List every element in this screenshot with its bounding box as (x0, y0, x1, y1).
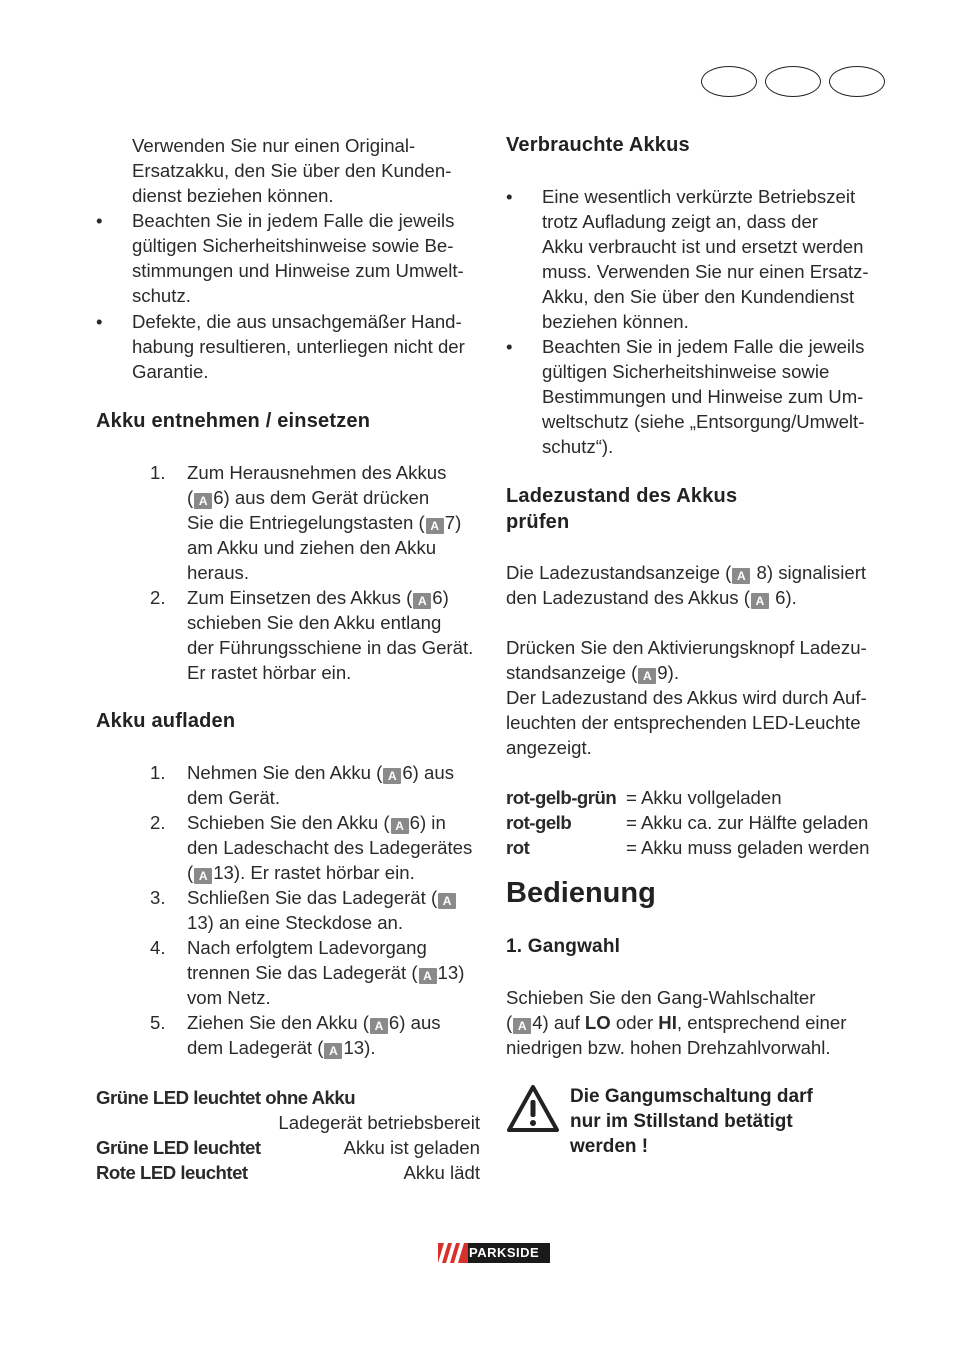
text-line: den Ladeschacht des Ladegerätes (187, 837, 473, 858)
text-line: Ersatzakku, den Sie über den Kunden- (132, 160, 452, 181)
figure-ref-badge: A (383, 768, 401, 784)
step-text (187, 585, 473, 685)
figure-ref-badge: A (638, 668, 656, 684)
text-line: standsanzeige ( A 9). (506, 662, 679, 683)
led-table-row (96, 1085, 480, 1110)
led-value: Ladegerät betriebsbereit (278, 1112, 480, 1133)
figure-ref-badge: A (426, 518, 444, 534)
text-line: Akku, den Sie über den Kundendienst (542, 286, 855, 307)
text-line: Akku verbraucht ist und ersetzt werden (542, 236, 864, 257)
text-line: Schließen Sie das Ladegerät ( A (187, 885, 457, 910)
text-line: Zum Einsetzen des Akkus ( A 6) (187, 587, 449, 608)
text-line: gültigen Sicherheitshinweise sowie Be- (132, 235, 454, 256)
step-text (187, 810, 472, 885)
section-heading-remove: Akku entnehmen / einsetzen (96, 410, 371, 432)
text-line: Er rastet hörbar ein. (187, 662, 352, 683)
text-line: Drücken Sie den Aktivierungsknopf Ladezu- (506, 637, 867, 658)
text-line: dem Gerät. (187, 787, 281, 808)
text-line: Beachten Sie in jedem Falle die jeweils (132, 210, 455, 231)
language-oval-1 (701, 66, 757, 97)
gear-paragraph (506, 985, 906, 1060)
figure-ref-badge: A (751, 593, 769, 609)
heading-line: prüfen (506, 511, 570, 533)
led-table-row (96, 1135, 480, 1160)
bullet-marker: • (96, 210, 103, 231)
figure-ref-badge: A (419, 968, 437, 984)
text-line: Die Gangumschaltung darf (570, 1086, 813, 1107)
figure-ref-badge: A (194, 493, 212, 509)
gear-lo-label: LO (584, 1012, 611, 1033)
step-text (187, 935, 464, 1010)
text-line: muss. Verwenden Sie nur einen Ersatz- (542, 261, 869, 282)
led-value: Akku lädt (403, 1162, 480, 1183)
text-line: den Ladezustand des Akkus ( A 6). (506, 587, 797, 608)
figure-ref-badge: A (513, 1018, 531, 1034)
warning-triangle-icon (506, 1084, 560, 1134)
step-number: 2. (150, 587, 166, 608)
language-ovals (701, 66, 891, 99)
text-line: angezeigt. (506, 737, 592, 758)
bullet-marker: • (506, 186, 513, 207)
charge-state-label: rot-gelb-grün (506, 787, 617, 808)
text-line: schutz“). (542, 436, 614, 457)
step-number: 2. (150, 812, 166, 833)
text-line: Garantie. (132, 361, 209, 382)
text-line: Der Ladezustand des Akkus wird durch Auf- (506, 687, 867, 708)
section-heading-operation: Bedienung (506, 877, 656, 909)
text-line: heraus. (187, 562, 250, 583)
step-text (187, 885, 457, 935)
text-line: Defekte, die aus unsachgemäßer Hand- (132, 311, 462, 332)
state-paragraph-2 (506, 635, 906, 760)
charge-state-value: = Akku ca. zur Hälfte geladen (626, 812, 869, 833)
charge-state-row (506, 810, 906, 835)
section-heading-state (506, 483, 737, 535)
text-line: Nehmen Sie den Akku ( A 6) aus (187, 762, 455, 783)
charge-state-row (506, 835, 906, 860)
figure-ref-badge: A (438, 893, 456, 909)
step-number: 3. (150, 887, 166, 908)
text-line: dem Ladegerät ( A 13). (187, 1037, 376, 1058)
gear-hi-label: HI (658, 1012, 677, 1033)
led-label: Rote LED leuchtet (96, 1162, 248, 1183)
charge-state-label: rot (506, 837, 530, 858)
bullet-text (542, 334, 864, 459)
charge-state-value: = Akku muss geladen werden (626, 837, 870, 858)
text-line: werden ! (570, 1136, 649, 1157)
text-line: vom Netz. (187, 987, 271, 1008)
state-paragraph-1 (506, 560, 906, 610)
led-label: Grüne LED leuchtet ohne Akku (96, 1087, 356, 1108)
figure-ref-badge: A (370, 1018, 388, 1034)
sub-heading-gear: 1. Gangwahl (506, 936, 621, 957)
text-line: der Führungsschiene in das Gerät. (187, 637, 474, 658)
text-line: Beachten Sie in jedem Falle die jeweils (542, 336, 865, 357)
section-heading-used: Verbrauchte Akkus (506, 134, 690, 156)
text-line: ( A 4) auf LO oder HI, entsprechend einer (506, 1012, 847, 1033)
bullet-marker: • (506, 336, 513, 357)
text-line: 13) an eine Steckdose an. (187, 912, 404, 933)
parkside-logo (438, 1243, 550, 1263)
text-line: Verwenden Sie nur einen Original- (132, 135, 416, 156)
step-number: 1. (150, 462, 166, 483)
text-line: trennen Sie das Ladegerät ( A 13) (187, 962, 465, 983)
text-line: Ziehen Sie den Akku ( A 6) aus (187, 1012, 441, 1033)
led-label: Grüne LED leuchtet (96, 1137, 261, 1158)
text-line: Nach erfolgtem Ladevorgang (187, 937, 427, 958)
text-line: weltschutz (siehe „Entsorgung/Umwelt- (542, 411, 865, 432)
language-oval-2 (765, 66, 821, 97)
step-text (187, 460, 461, 585)
bullet-marker: • (96, 311, 103, 332)
charge-state-value: = Akku vollgeladen (626, 787, 782, 808)
text-line: Die Ladezustandsanzeige ( A 8) signalisiert (506, 562, 867, 583)
step-text (187, 1010, 441, 1060)
step-number: 1. (150, 762, 166, 783)
text-line: Eine wesentlich verkürzte Betriebszeit (542, 186, 856, 207)
figure-ref-badge: A (324, 1043, 342, 1059)
section-heading-charge: Akku aufladen (96, 710, 236, 732)
text-line: stimmungen und Hinweise zum Umwelt- (132, 260, 464, 281)
bullet-text (132, 208, 464, 308)
text-line: schieben Sie den Akku entlang (187, 612, 442, 633)
text-line: Zum Herausnehmen des Akkus (187, 462, 447, 483)
language-oval-3 (829, 66, 885, 97)
text-line: Bestimmungen und Hinweise zum Um- (542, 386, 864, 407)
led-value: Akku ist geladen (343, 1137, 480, 1158)
logo-text: PARKSIDE (469, 1245, 540, 1260)
warning-box (506, 1084, 906, 1164)
figure-ref-badge: A (413, 593, 431, 609)
text-line: beziehen können. (542, 311, 689, 332)
text-line: schutz. (132, 285, 191, 306)
text-line: niedrigen bzw. hohen Drehzahlvorwahl. (506, 1037, 831, 1058)
charge-state-label: rot-gelb (506, 812, 572, 833)
warning-text (570, 1084, 813, 1159)
figure-ref-badge: A (194, 868, 212, 884)
text-line: dienst beziehen können. (132, 185, 334, 206)
text-line: Sie die Entriegelungstasten ( A 7) (187, 512, 462, 533)
bullet-text (542, 184, 869, 334)
logo-stripes-icon (438, 1243, 468, 1263)
figure-ref-badge: A (732, 568, 750, 584)
text-line: habung resultieren, unterliegen nicht der (132, 336, 465, 357)
text-line: ( A 13). Er rastet hörbar ein. (187, 862, 415, 883)
intro-paragraph (132, 133, 451, 208)
step-number: 5. (150, 1012, 166, 1033)
text-line: trotz Aufladung zeigt an, dass der (542, 211, 818, 232)
text-line: Schieben Sie den Akku ( A 6) in (187, 812, 446, 833)
bullet-text (132, 309, 465, 384)
text-line: Schieben Sie den Gang-Wahlschalter (506, 987, 816, 1008)
step-number: 4. (150, 937, 166, 958)
figure-ref-badge: A (391, 818, 409, 834)
text-line: leuchten der entsprechenden LED-Leuchte (506, 712, 861, 733)
text-line: am Akku und ziehen den Akku (187, 537, 437, 558)
text-line: nur im Stillstand betätigt (570, 1111, 793, 1132)
step-text (187, 760, 454, 810)
led-table-row (96, 1160, 480, 1185)
text-line: gültigen Sicherheitshinweise sowie (542, 361, 830, 382)
charge-state-row (506, 785, 906, 810)
text-line: ( A 6) aus dem Gerät drücken (187, 487, 430, 508)
heading-line: Ladezustand des Akkus (506, 485, 738, 507)
